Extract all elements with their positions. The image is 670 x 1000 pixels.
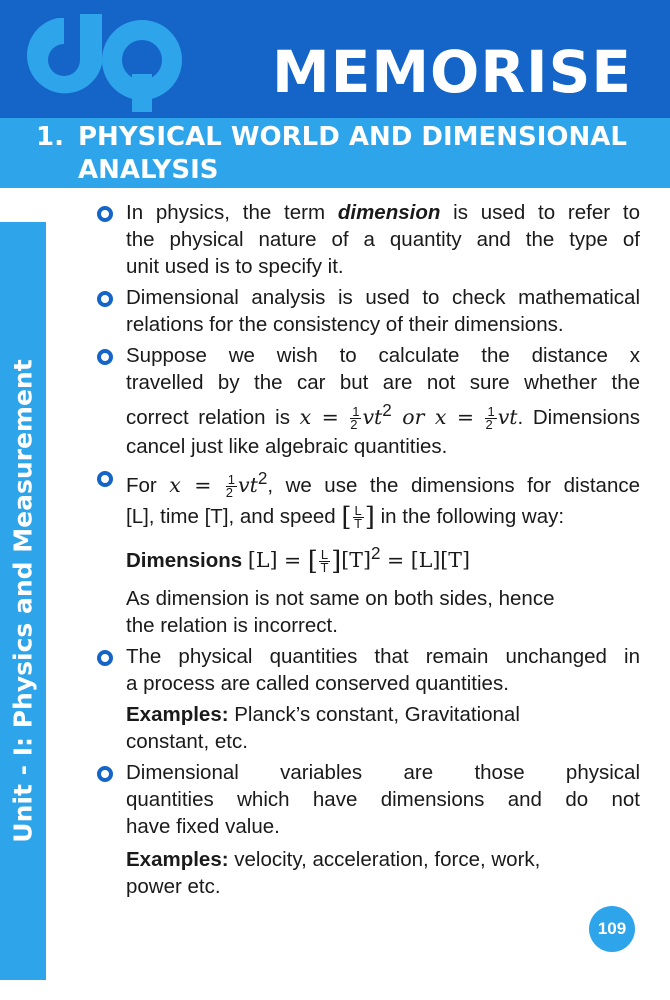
speed-num: L	[354, 502, 362, 518]
dims-rhs: [L][T]	[410, 548, 470, 573]
p3-line1: Suppose we wish to calculate the distance x	[126, 344, 640, 367]
p3-line4: cancel just like algebraic quantities.	[126, 434, 448, 458]
dims-lhs-open: [	[247, 548, 256, 573]
p2-line1: Dimensional analysis is used to check mathematical	[126, 286, 640, 309]
p5-line2: a process are called conserved quantities.	[126, 671, 509, 695]
p6-examples-line1: velocity, acceleration, force, work,	[228, 847, 541, 871]
chapter-title-line1: PHYSICAL WORLD AND DIMENSIONAL	[78, 122, 627, 152]
p5-line1: The physical quantities that remain unchanged in	[126, 644, 640, 668]
content-area	[96, 199, 640, 900]
p4-line1	[126, 464, 640, 501]
point-dimensional-analysis	[96, 284, 640, 338]
p1-term: dimension	[337, 201, 441, 224]
p4-conclusion-line1: As dimension is not same on both sides, hence	[126, 586, 555, 610]
p6-examples	[126, 846, 640, 873]
p4-conclusion-line2: the relation is incorrect.	[126, 613, 338, 637]
p3-line3-post: . Dimensions	[517, 405, 640, 429]
point-dimensional-variables	[96, 759, 640, 900]
dims-lhs-L: L	[255, 548, 270, 573]
unit-label: Unit - I: Physics and Measurement	[8, 359, 38, 843]
speed-bracket-left: [	[341, 502, 352, 533]
chapter-title-line2: ANALYSIS	[78, 155, 219, 185]
p1-line2: the physical nature of a quantity and the type of	[126, 228, 640, 251]
dims-exponent: 2	[370, 544, 381, 564]
eq1-exponent: 2	[382, 401, 392, 420]
eq2-frac-num: 1	[487, 403, 495, 419]
dims-T-close: ]	[362, 548, 371, 573]
p6-line2: quantities which have dimensions and do not	[126, 787, 640, 811]
p6-line3: have fixed value.	[126, 814, 280, 838]
p5-examples-line2: constant, etc.	[126, 729, 248, 753]
eq1-rhs: vt	[362, 404, 383, 429]
p4-line2-pre: [L], time [T], and speed	[126, 504, 342, 528]
eq1-half-fraction	[350, 403, 361, 432]
dims-T: T	[349, 548, 363, 573]
eq1-lhs: x =	[299, 404, 350, 429]
p4-eq-rhs: vt	[238, 472, 258, 497]
dims-lhs-close: ]	[269, 548, 278, 573]
dims-equals-2: =	[380, 548, 411, 573]
dims-equals-1: =	[277, 548, 308, 573]
p4-pre: For	[126, 473, 170, 497]
p5-examples-line1: Planck’s constant, Gravitational	[228, 702, 520, 726]
p1-pre: In physics, the term	[126, 201, 338, 224]
brand-logo-icon	[14, 4, 204, 112]
dimensions-equation	[126, 537, 640, 578]
dims-speed-num: L	[320, 547, 329, 563]
point-dimension-definition	[96, 199, 640, 280]
speed-fraction	[353, 502, 364, 531]
eq2-rhs: vt	[497, 404, 518, 429]
p1-line3: unit used is to specify it.	[126, 255, 344, 278]
p5-examples	[126, 701, 640, 728]
eq1-frac-den: 2	[350, 416, 358, 432]
chapter-number: 1.	[36, 122, 64, 152]
p5-examples-label: Examples:	[126, 702, 229, 726]
dims-speed-den: T	[320, 560, 329, 576]
p4-line1-post: , we use the dimensions for distance	[267, 473, 640, 497]
chapter-heading	[36, 121, 656, 187]
dimensions-label: Dimensions	[126, 549, 243, 573]
p4-frac-num: 1	[227, 471, 235, 487]
point-dimension-check	[96, 464, 640, 639]
p3-line3-pre: correct relation is	[126, 405, 300, 429]
p3-line2: travelled by the car but are not sure whether the	[126, 371, 640, 394]
dims-frac-open: [	[307, 546, 318, 577]
p4-eq-lhs: x =	[169, 472, 225, 497]
p6-examples-label: Examples:	[126, 847, 229, 871]
point-conserved-quantities	[96, 643, 640, 755]
p4-half-fraction	[225, 471, 237, 500]
p2-line2: relations for the consistency of their dimensions.	[126, 313, 564, 336]
section-banner-title: MEMORISE	[272, 38, 632, 106]
eq2-frac-den: 2	[485, 416, 493, 432]
p4-line2-post: in the following way:	[374, 504, 565, 528]
eq1-frac-num: 1	[352, 403, 360, 419]
header-banner	[0, 0, 670, 118]
eq-or: or	[391, 404, 435, 429]
point-distance-example	[96, 342, 640, 460]
page-number-badge: 109	[589, 906, 635, 952]
p4-line2	[126, 501, 640, 534]
p4-exponent: 2	[257, 468, 268, 488]
dims-speed-fraction	[319, 549, 330, 574]
p4-frac-den: 2	[225, 484, 233, 500]
dims-T-open: [	[341, 548, 350, 573]
eq2-lhs: x =	[434, 404, 485, 429]
p1-line1-rest: is used to refer to	[440, 201, 640, 224]
p3-line3	[126, 396, 640, 433]
p6-line1: Dimensional variables are those physical	[126, 760, 640, 784]
speed-den: T	[354, 515, 363, 531]
eq2-half-fraction	[485, 403, 496, 432]
dims-frac-close: ]	[331, 546, 342, 577]
p6-examples-line2: power etc.	[126, 874, 221, 898]
speed-bracket-right: ]	[364, 502, 375, 533]
